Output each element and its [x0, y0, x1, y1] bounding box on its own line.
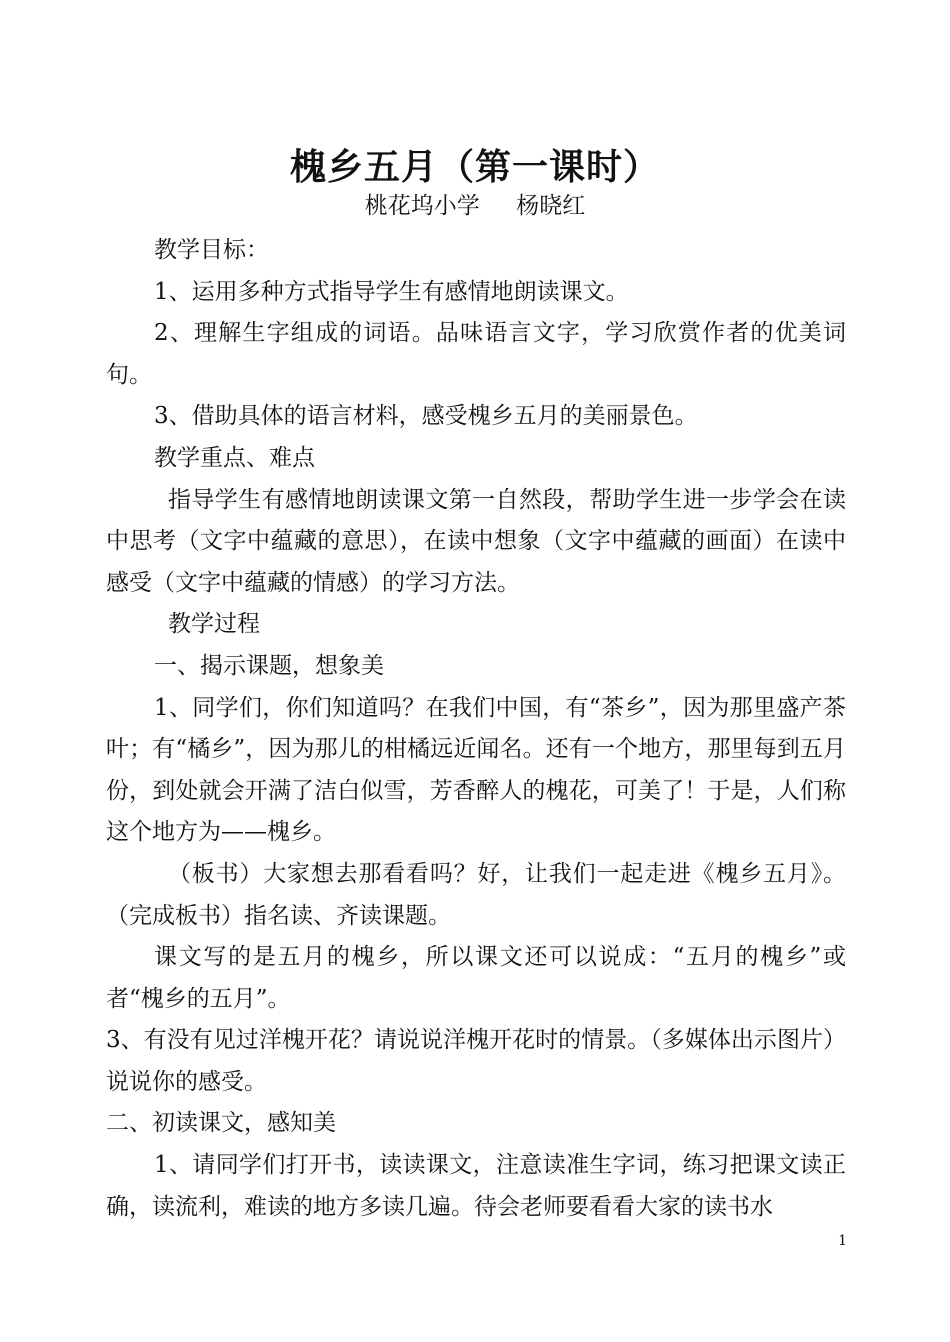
paragraph: （板书）大家想去那看看吗？好，让我们一起走进《槐乡五月》。（完成板书）指名读、齐读课题。 — [106, 860, 846, 929]
paragraph: 1、同学们，你们知道吗？在我们中国，有“茶乡”，因为那里盛产茶叶；有“橘乡”，因为那儿的柑橘远近闻名。还有一个地方，那里每到五月份，到处就会开满了洁白似雪，芳香醉人的槐花，可美了！于是，人们称这个地方为——槐乡。 — [106, 694, 846, 846]
section-heading-key-points: 教学重点、难点 — [154, 444, 315, 471]
paragraph: 3、有没有见过洋槐开花？请说说洋槐开花时的情景。（多媒体出示图片）说说你的感受。 — [106, 1027, 846, 1095]
paragraph: 指导学生有感情地朗读课文第一自然段，帮助学生进一步学会在读中思考（文字中蕴藏的意思），在读中想象（文字中蕴藏的画面）在读中感受（文字中蕴藏的情感）的学习方法。 — [106, 486, 846, 596]
paragraph: 1、请同学们打开书，读读课文，注意读准生字词，练习把课文读正确，读流利，难读的地方多读几遍。待会老师要看看大家的读书水 — [106, 1152, 846, 1220]
subsection-heading: 二、初读课文，感知美 — [106, 1110, 336, 1137]
paragraph: 1、运用多种方式指导学生有感情地朗读课文。 — [154, 278, 629, 305]
page-number: 1 — [838, 1233, 847, 1249]
paragraph: 3、借助具体的语言材料，感受槐乡五月的美丽景色。 — [154, 403, 698, 430]
subsection-heading: 一、揭示课题，想象美 — [154, 652, 384, 679]
author-byline: 桃花坞小学 杨晓红 — [364, 193, 586, 219]
page-title: 槐乡五月（第一课时） — [289, 147, 660, 189]
section-heading-objectives: 教学目标： — [154, 237, 269, 263]
paragraph: 课文写的是五月的槐乡，所以课文还可以说成：“五月的槐乡”或者“槐乡的五月”。 — [106, 944, 846, 1012]
paragraph: 2、理解生字组成的词语。品味语言文字，学习欣赏作者的优美词句。 — [106, 320, 846, 388]
document-body — [106, 230, 846, 1228]
section-heading-process: 教学过程 — [168, 611, 260, 638]
